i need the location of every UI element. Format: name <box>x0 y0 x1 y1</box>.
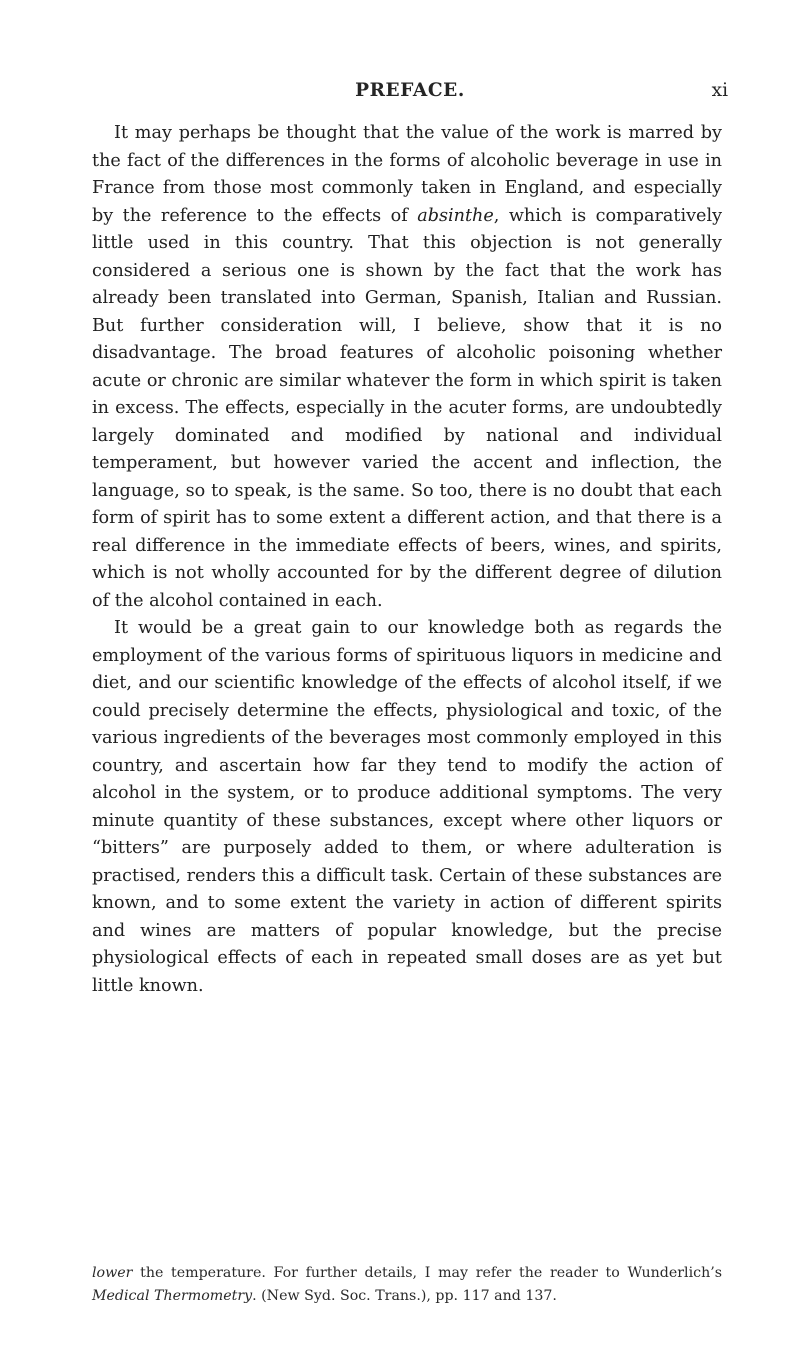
paragraph-1 <box>92 120 722 615</box>
body-text <box>92 120 722 1000</box>
running-head: PREFACE. <box>355 80 465 101</box>
footnote-book-title: Medical Thermometry <box>92 1288 253 1304</box>
footnote <box>92 1262 722 1308</box>
paragraph-1-italic-word: absinthe <box>417 205 494 226</box>
page-number: xi <box>711 80 728 101</box>
footnote-lead: lower <box>92 1265 133 1281</box>
footnote-text-1: the temperature. For further details, I may refer the reader to Wunderlich’s <box>132 1265 722 1281</box>
paragraph-1-part-1: It may perhaps be thought that the value of the work is marred by the fact of the differences in the forms of alcoholic beverage in use in France from those most commonly taken in England, and especially by the reference to the effects of <box>92 123 722 226</box>
footnote-text-2: . (New Syd. Soc. Trans.), pp. 117 and 137. <box>252 1288 557 1304</box>
page-header <box>90 80 730 114</box>
paragraph-2: It would be a great gain to our knowledge both as regards the employment of the various forms of spirituous liquors in medicine and diet, and our scientific knowledge of the effects of alcohol itself, if we could precisely determine the effects, physiological and toxic, of the various ingredients of the beverages most commonly employed in this country, and ascertain how far they tend to modify the action of alcohol in the system, or to produce additional symptoms. The very minute quantity of these substances, except where other liquors or “bitters” are purposely added to them, or where adulteration is practised, renders this a difficult task. Certain of these substances are known, and to some extent the variety in action of different spirits and wines are matters of popular knowledge, but the precise physiological effects of each in repeated small doses are as yet but little known. <box>92 618 722 996</box>
paragraph-1-part-2: , which is comparatively little used in this country. That this objection is not generally considered a serious one is shown by the fact that the work has already been translated into German, Spanish, Italian and Russian. But further consideration will, I believe, show that it is no disadvantage. The broad features of alcoholic poisoning whether acute or chronic are similar whatever the form in which spirit is taken in excess. The effects, especially in the acuter forms, are undoubtedly largely dominated and modified by national and individual temperament, but however varied the accent and inflection, the language, so to speak, is the same. So too, there is no doubt that each form of spirit has to some extent a different action, and that there is a real difference in the immediate effects of beers, wines, and spirits, which is not wholly accounted for by the different degree of dilution of the alcohol contained in each. <box>92 205 723 611</box>
